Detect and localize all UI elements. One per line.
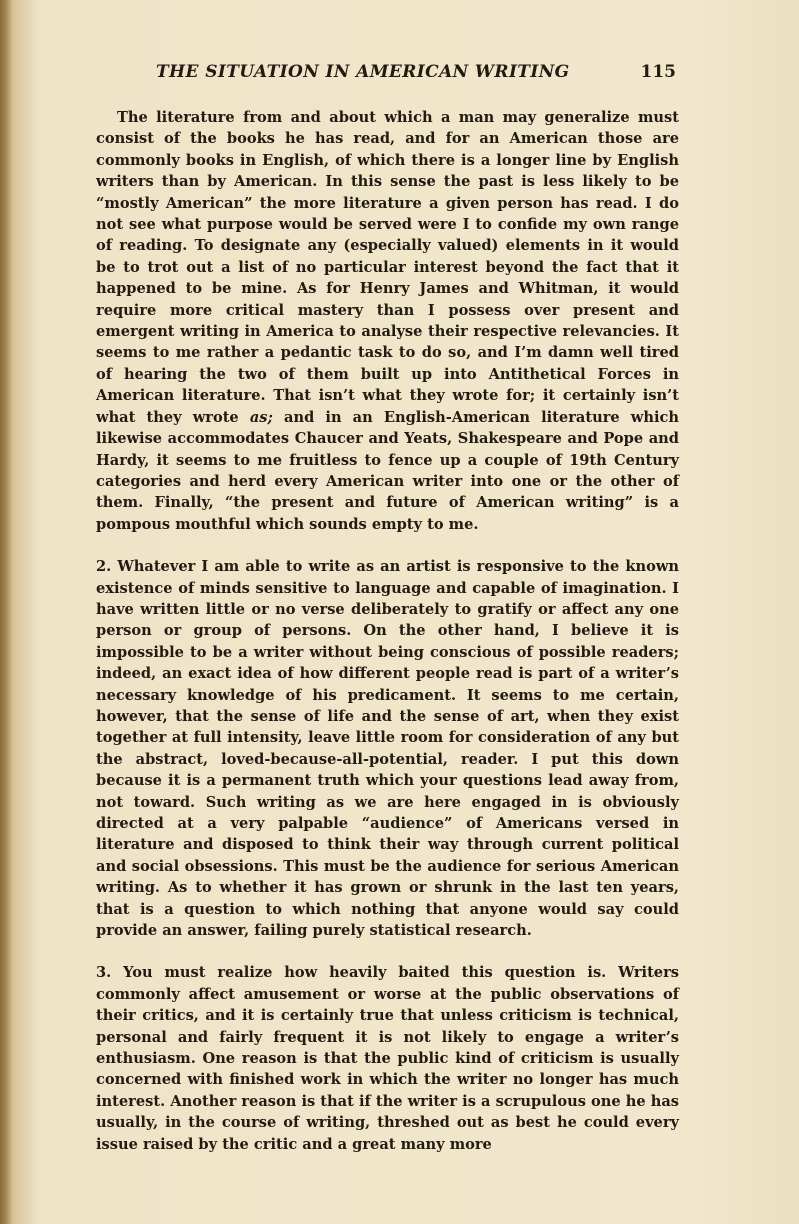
paragraph-3 — [96, 962, 679, 1155]
binding-shadow — [0, 0, 12, 1224]
running-head — [96, 62, 676, 88]
paragraph-3-text: You must realize how heavily baited this question is. Writers commonly affect amusement or worse at the public observations of their critics, and it is certainly true that unless criticism is technical, personal and fairly frequent it is not likely to engage a writer’s enthusiasm. One reason is that the public kind of criticism is usually concerned with finished work in which the writer no longer has much interest. Another reason is that if the writer is a scrupulous one he has usually, in the course of writing, threshed out as best he could every issue raised by the critic and a great many more — [96, 964, 679, 1153]
paragraph-1-italic-as: as; — [249, 408, 273, 426]
page-number: 115 — [640, 62, 676, 82]
paragraph-2-text: Whatever I am able to write as an artist is responsive to the known existence of minds sensitive to language and capable of imagination. I have written little or no verse deliberately to gratify or affect any one person or group of persons. On the other hand, I believe it is impossible to be a writer without being conscious of possible readers; indeed, an exact idea of how different people read is part of a writer’s necessary knowledge of his predicament. It seems to me certain, however, that the sense of life and the sense of art, when they exist together at full intensity, leave little room for consideration of any but the abstract, loved-because-all-potential, reader. I put this down because it is a permanent truth which your questions lead away from, not toward. Such writing as we are here engaged in is obviously directed at a very palpable “audience” of Americans versed in literature and disposed to think their way through current political and social obsessions. This must be the audience for serious American writing. As to whether it has grown or shrunk in the last ten years, that is a question to which nothing that anyone would say could provide an answer, failing purely statistical research. — [96, 558, 679, 940]
paragraph-2 — [96, 556, 679, 941]
paragraph-2-number: 2. — [96, 558, 112, 576]
paragraph-1-text-a: The literature from and about which a man may generalize must consist of the books he has read, and for an American those are commonly books in English, of which there is a longer line by English writers than by American. In this sense the past is less likely to be “mostly American” the more literature a given person has read. I do not see what purpose would be served were I to confide my own range of reading. To designate any (especially valued) elements in it would be to trot out a list of no particular interest beyond the fact that it happened to be mine. As for Henry James and Whitman, it would require more critical mastery than I possess over present and emergent writing in America to analyse their respective relevancies. It seems to me rather a pedantic task to do so, and I’m damn well tired of hearing the two of them built up into Antithetical Forces in American literature. That isn’t what they wrote for; it certainly isn’t what they wrote — [96, 109, 679, 426]
body-text — [96, 107, 679, 1155]
paragraph-1 — [96, 107, 679, 535]
running-title: THE SITUATION IN AMERICAN WRITING — [156, 62, 570, 82]
paragraph-3-number: 3. — [96, 964, 112, 982]
paragraph-1-text-b: and in an English-American literature which likewise accommodates Chaucer and Yeats, Shakespeare and Pope and Hardy, it seems to me fruitless to fence up a couple of 19th Century categories and herd every American writer into one or the other of them. Finally, “the present and future of American writing” is a pompous mouthful which sounds empty to me. — [96, 408, 680, 533]
